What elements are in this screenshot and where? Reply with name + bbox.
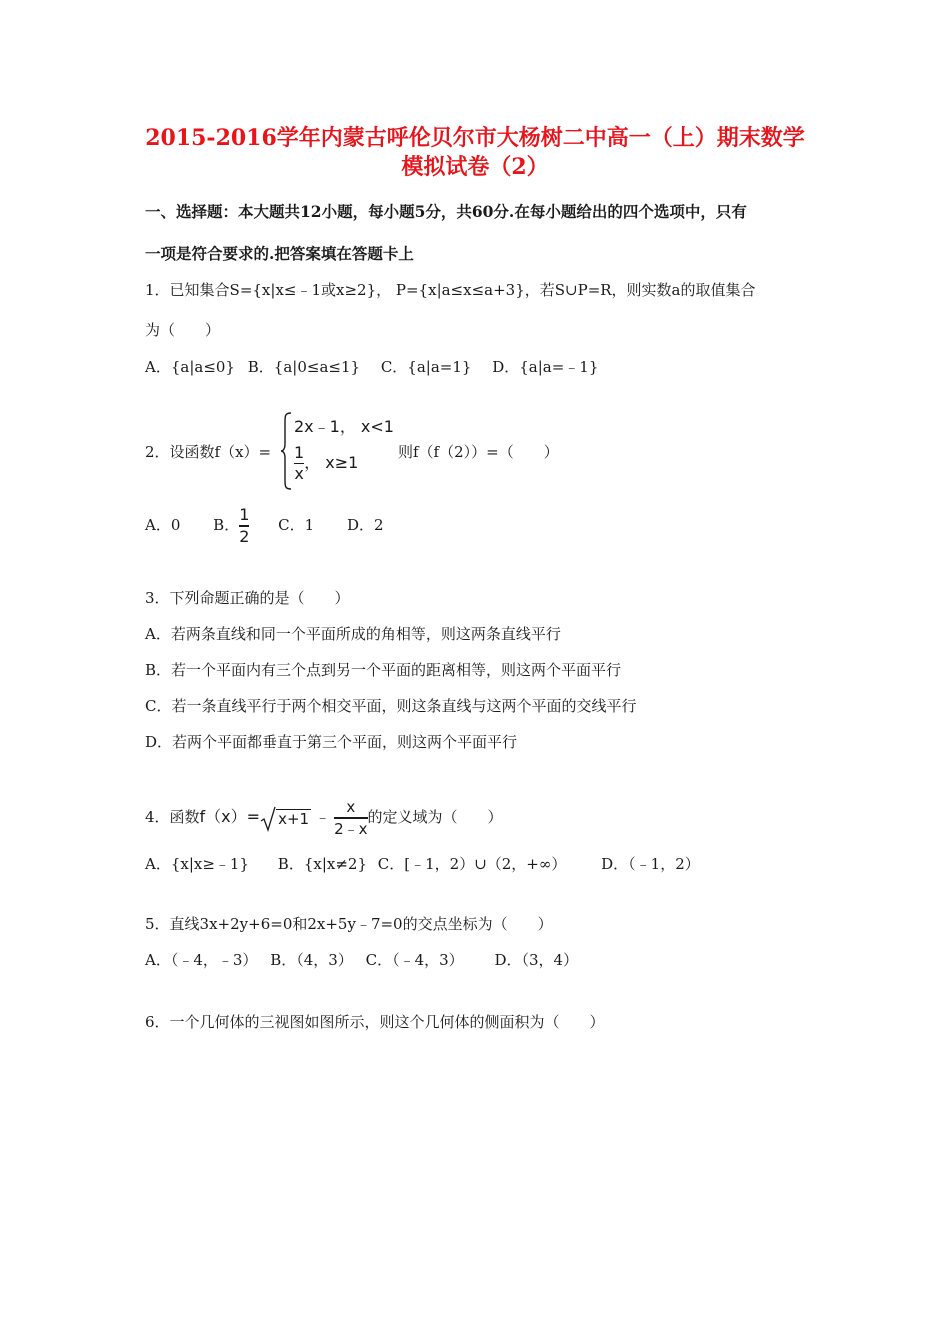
exam-title-line2: 模拟试卷（2） <box>401 154 549 180</box>
q2-option-a: A．0 <box>145 516 181 534</box>
q4-options <box>145 854 700 874</box>
q1-stem-line2: 为（ ） <box>145 321 221 339</box>
q3-option-a: A．若两条直线和同一个平面所成的角相等，则这两条直线平行 <box>145 625 561 643</box>
q2-options <box>145 504 384 546</box>
q4-option-b: B．{x|x≠2} <box>277 855 367 873</box>
piecewise-brace <box>280 412 292 490</box>
q2-case2-denominator: x <box>294 464 304 484</box>
q5-option-d: D．（3，4） <box>494 951 579 969</box>
q2-stem-suffix: 则f（f（2））=（ ） <box>398 443 559 461</box>
q5-option-c: C．（﹣4，3） <box>365 951 464 969</box>
q4-option-a: A．{x|x≥﹣1} <box>145 855 250 873</box>
q2-case2-condition: ， x≥1 <box>304 453 359 473</box>
q4-stem-suffix: 的定义域为（ ） <box>367 808 503 826</box>
fraction-bar <box>334 817 367 818</box>
q4-stem <box>145 796 503 839</box>
q2-option-d: D．2 <box>346 516 384 534</box>
q4-function-name: f（x）= <box>199 807 261 826</box>
q4-sqrt-argument: x+1 <box>278 810 310 828</box>
q1-option-a: A．{a|a≤0} <box>145 358 235 376</box>
q2-case1: 2x﹣1， x<1 <box>294 417 394 436</box>
exam-title-line1: 2015-2016学年内蒙古呼伦贝尔市大杨树二中高一（上）期末数学 <box>145 125 805 151</box>
q2-stem-prefix: 2．设函数f（x）= <box>145 443 272 461</box>
q4-option-d: D．（﹣1，2） <box>601 855 700 873</box>
q4-fraction-denominator: 2﹣x <box>334 819 368 838</box>
q2-case2-numerator: 1 <box>294 443 305 462</box>
sqrt-radical-icon <box>260 806 276 832</box>
q2-case2 <box>294 444 358 483</box>
q3-option-d: D．若两个平面都垂直于第三个平面，则这两个平面平行 <box>145 733 518 751</box>
section-heading-line1: 一、选择题：本大题共12小题，每小题5分，共60分.在每小题给出的四个选项中，只有 <box>145 202 747 221</box>
q4-minus-sign: ﹣ <box>315 808 331 826</box>
q1-options <box>145 357 598 377</box>
q4-sqrt <box>260 797 311 839</box>
q2-option-b-label: B． <box>213 516 240 534</box>
q4-stem-prefix: 4．函数 <box>145 808 200 826</box>
q5-option-b: B．（4，3） <box>270 951 353 969</box>
q1-option-c: C．{a|a=1} <box>380 358 472 376</box>
q3-stem: 3．下列命题正确的是（ ） <box>145 589 350 607</box>
q4-option-c: C．[﹣1，2）∪（2，+∞） <box>377 855 567 873</box>
q4-fraction-numerator: x <box>346 798 356 817</box>
q2-option-b-numerator: 1 <box>239 505 250 525</box>
q1-option-b: B．{a|0≤a≤1} <box>247 358 361 376</box>
q4-fraction <box>334 798 367 837</box>
q2-option-c: C．1 <box>278 516 315 534</box>
section-heading-line2: 一项是符合要求的.把答案填在答题卡上 <box>145 244 414 263</box>
q5-options <box>145 950 578 970</box>
q2-option-b <box>213 504 249 546</box>
q5-stem: 5．直线3x+2y+6=0和2x+5y﹣7=0的交点坐标为（ ） <box>145 915 553 933</box>
q2-case2-fraction <box>294 444 304 483</box>
q2-option-b-denominator: 2 <box>239 526 250 546</box>
q3-option-c: C．若一条直线平行于两个相交平面，则这条直线与这两个平面的交线平行 <box>145 697 637 715</box>
q1-option-d: D．{a|a=﹣1} <box>492 358 599 376</box>
q1-stem-line1: 1．已知集合S={x|x≤﹣1或x≥2}， P={x|a≤x≤a+3}，若S∪P=R，则实数a的取值集合 <box>145 281 756 299</box>
q5-option-a: A．（﹣4，﹣3） <box>145 951 258 969</box>
q3-option-b: B．若一个平面内有三个点到另一个平面的距离相等，则这两个平面平行 <box>145 661 622 679</box>
q2-option-b-fraction <box>239 506 249 545</box>
q6-stem: 6．一个几何体的三视图如图所示，则这个几何体的侧面积为（ ） <box>145 1013 605 1031</box>
